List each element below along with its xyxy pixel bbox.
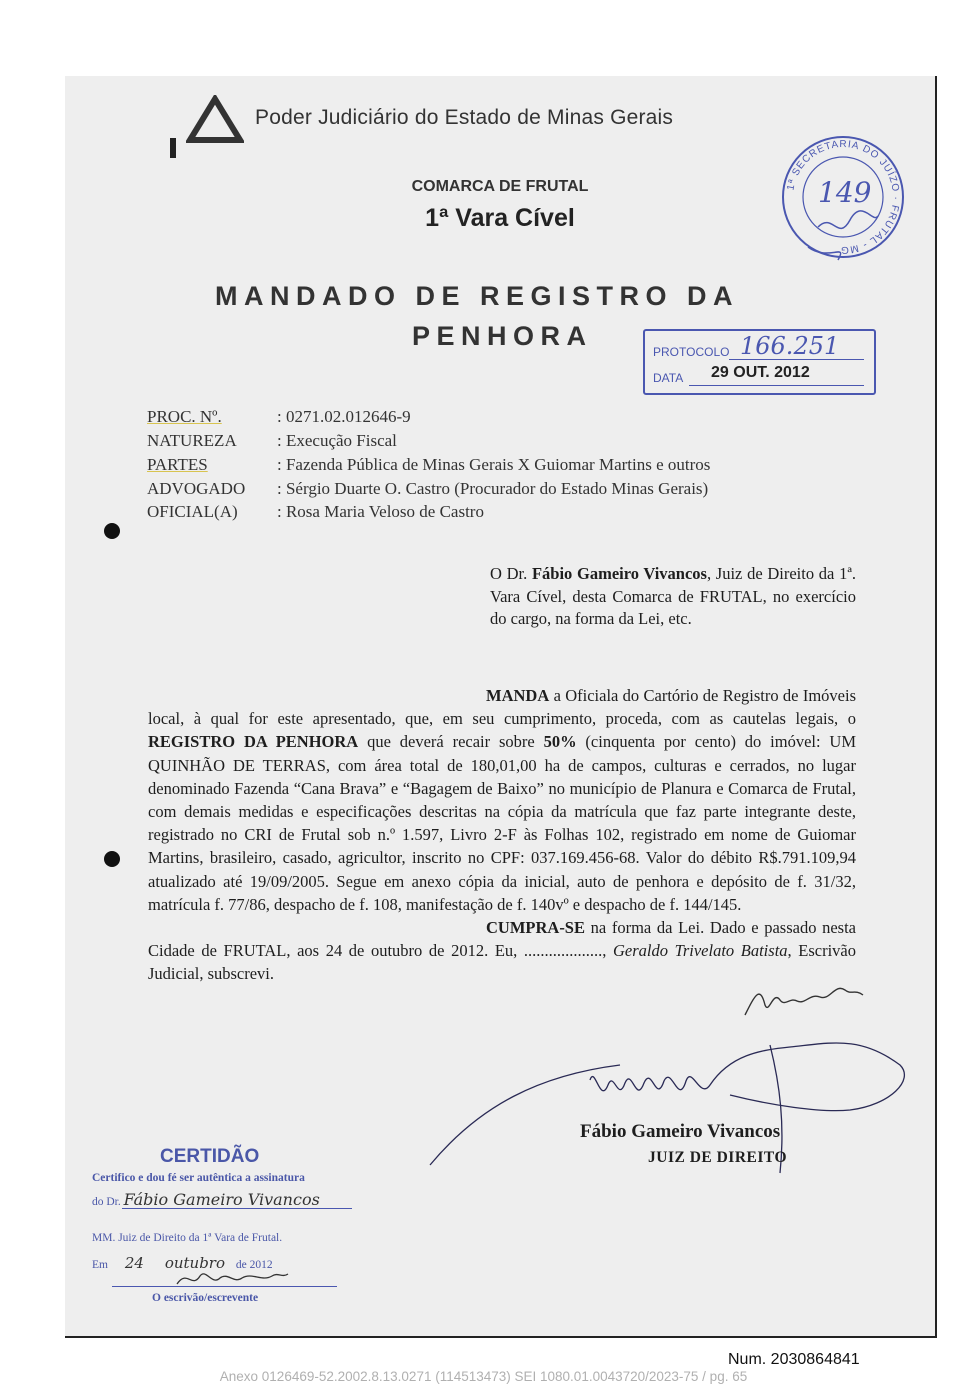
case-info-row <box>147 407 411 427</box>
case-info-value: : Fazenda Pública de Minas Gerais X Guiomar Martins e outros <box>277 455 711 474</box>
document-title-line1: MANDADO DE REGISTRO DA <box>215 281 740 311</box>
certidao-handwritten-name: Fábio Gameiro Vivancos <box>123 1190 320 1209</box>
case-info-value: : Sérgio Duarte O. Castro (Procurador do Estado Minas Gerais) <box>277 479 709 498</box>
institution-header: Poder Judiciário do Estado de Minas Gerais <box>255 106 674 129</box>
clerk-initials-signature <box>735 975 875 1025</box>
secretaria-round-stamp <box>778 132 908 262</box>
intro-prefix: O Dr. <box>490 564 532 583</box>
certidao-title: CERTIDÃO <box>160 1146 260 1167</box>
certidao-day: 24 <box>124 1254 144 1272</box>
judiciary-logo-icon <box>186 95 244 145</box>
intro-judge-name: Fábio Gameiro Vivancos <box>531 564 707 583</box>
protocolo-label: PROTOCOLO <box>653 345 730 359</box>
certidao-em-prefix: Em <box>92 1259 108 1271</box>
certidao-line3: MM. Juiz de Direito da 1ª Vara de Frutal. <box>92 1232 283 1244</box>
case-info-label: NATUREZA <box>147 431 237 450</box>
footer-reference: Anexo 0126469-52.2002.8.13.0271 (114513473) SEI 1080.01.0043720/2023-75 / pg. 65 <box>219 1369 748 1384</box>
certidao-line5: O escrivão/escrevente <box>152 1292 259 1304</box>
case-info-value: : 0271.02.012646-9 <box>277 407 411 426</box>
judge-name: Fábio Gameiro Vivancos <box>580 1121 781 1142</box>
case-info-row <box>147 502 484 522</box>
case-info-label: PROC. Nº. <box>147 407 222 426</box>
punch-hole <box>104 851 120 867</box>
registro-penhora-phrase: REGISTRO DA PENHORA <box>148 732 359 752</box>
case-info-row <box>147 431 397 451</box>
certidao-dr-prefix: do Dr. <box>92 1196 121 1208</box>
case-info-value: : Rosa Maria Veloso de Castro <box>277 502 484 521</box>
certidao-year: de 2012 <box>235 1259 273 1271</box>
mandate-body <box>148 684 856 986</box>
body-text: na forma da Lei. Dado e passado nesta Cidade de FRUTAL, aos 24 de outubro de 2012. Eu, <box>148 918 856 961</box>
protocolo-date: 29 OUT. 2012 <box>711 364 810 381</box>
case-info-label: OFICIAL(A) <box>147 502 238 521</box>
certidao-month: outubro <box>164 1254 226 1272</box>
comarca-heading: COMARCA DE FRUTAL <box>411 178 589 195</box>
body-text: que deverá recair sobre <box>358 732 544 752</box>
stamp-number: 149 <box>818 176 872 209</box>
certidao-line1: Certifico e dou fé ser autêntica a assinatura <box>92 1172 305 1184</box>
protocolo-stamp <box>643 329 876 395</box>
stamp-ring-text: 1ª SECRETARIA DO JUÍZO · FRUTAL - MG <box>785 138 902 256</box>
judge-title: JUIZ DE DIREITO <box>648 1149 788 1166</box>
case-info-row <box>147 455 710 475</box>
punch-hole <box>104 523 120 539</box>
clerk-name: Geraldo Trivelato Batista <box>612 941 788 961</box>
document-number: Num. 2030864841 <box>728 1351 860 1368</box>
cumpra-se-word: CUMPRA-SE <box>486 918 585 938</box>
body-text: (cinquenta por cento) do imóvel: UM QUINHÃO DE TERRAS, com área total de 180,01,00 ha de campos, culturas e cerrados, no lugar denominado Fazenda “Cana Brava” e “Bagagem de Baixo” no município de Planura e Comarca de Frutal, com demais medidas e especificações descritas na cópia da matrícula que faz parte integrante deste, registrado no CRI de Frutal sob n.º 1.597, Livro 2-F às Folhas 102, registrado em nome de Guiomar Martins, brasileiro, casado, agricultor, inscrito no CPF: 037.169.456-68. Valor do débito R$.791.109,94 atualizado até 19/09/2005. Segue em anexo cópia da inicial, auto de penhora e depósito de f. 31/32, matrícula f. 77/86, despacho de f. 108, manifestação de f. 140vº e despacho de f. 144/145. <box>148 732 857 914</box>
case-info-row <box>147 479 708 499</box>
body-text: , Escrivão Judicial, subscrevi. <box>148 941 856 984</box>
protocolo-date-label: DATA <box>653 371 684 385</box>
intro-rest: , Juiz de Direito da 1ª. Vara Cível, desta Comarca de FRUTAL, no exercício do cargo, na forma da Lei, etc. <box>490 564 856 628</box>
case-info-label: ADVOGADO <box>147 479 246 498</box>
signature-blank: ................... <box>523 941 603 961</box>
case-info-value: : Execução Fiscal <box>277 431 397 450</box>
ink-mark <box>170 138 176 158</box>
body-text: , <box>602 941 613 961</box>
case-info-label: PARTES <box>147 455 208 474</box>
certidao-line2 <box>92 1190 320 1209</box>
body-text: a Oficiala do Cartório de Registro de Imóveis local, à qual for este apresentado, que, em seu cumprimento, proceda, com as cautelas legais, o <box>148 686 856 729</box>
protocolo-number: 166.251 <box>740 332 840 360</box>
certidao-signature <box>172 1264 292 1292</box>
vara-heading: 1ª Vara Cível <box>425 204 575 232</box>
intro-paragraph <box>490 563 856 631</box>
manda-word: MANDA <box>486 686 550 705</box>
document-title-line2: PENHORA <box>412 321 593 351</box>
percent-value: 50% <box>543 732 577 752</box>
